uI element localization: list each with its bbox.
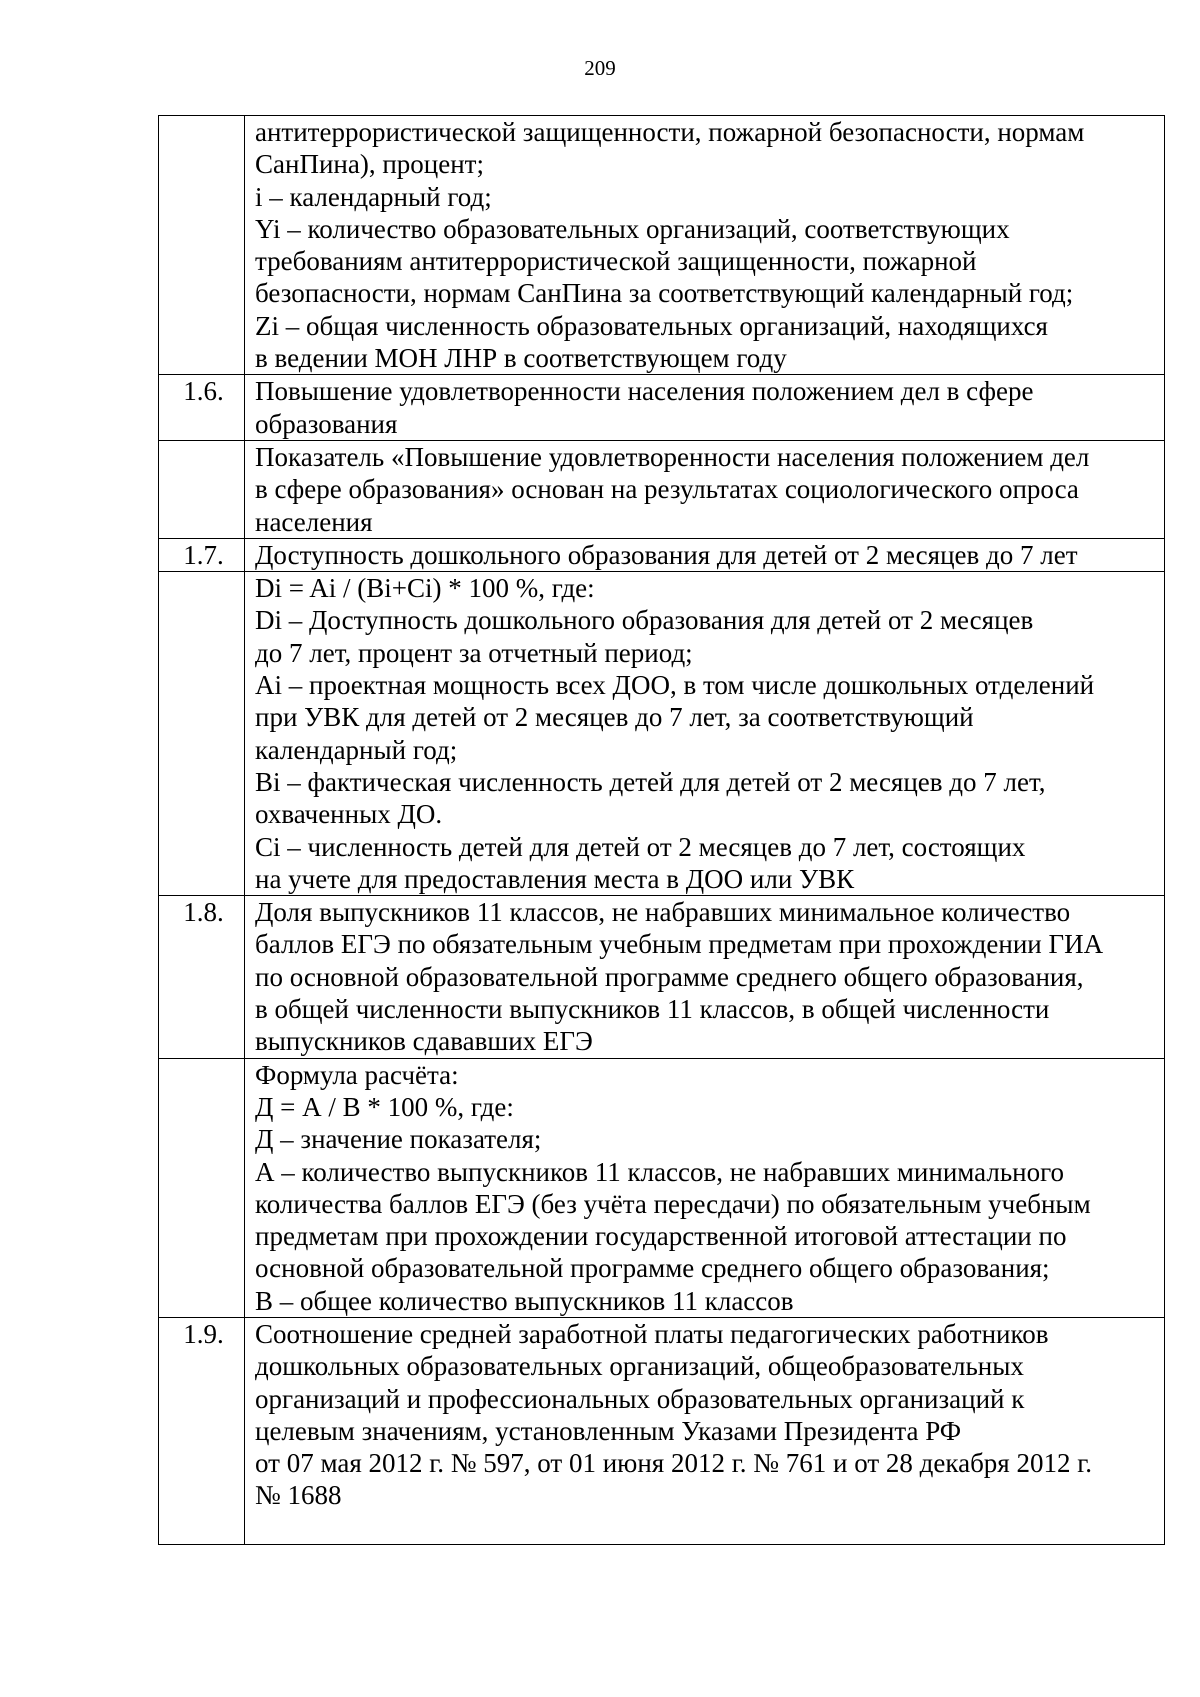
text-line: А – количество выпускников 11 классов, не набравших минимального [255,1156,1065,1187]
text-line: выпускников сдававших ЕГЭ [255,1026,593,1057]
text-line: Соотношение средней заработной платы педагогических работников [255,1318,1049,1349]
text-line: дошкольных образовательных организаций, общеобразовательных [255,1351,1024,1382]
text-line: населения [255,506,373,537]
row-text-cell [245,896,1165,1058]
text-line: Bi – фактическая численность детей для детей от 2 месяцев до 7 лет, [255,766,1046,797]
text-line: Zi – общая численность образовательных организаций, находящихся [255,310,1048,341]
text-line: календарный год; [255,734,458,765]
row-number-cell: 1.7. [159,538,245,571]
text-line: целевым значениям, установленным Указами Президента РФ [255,1415,962,1446]
text-line: СанПина), процент; [255,149,484,180]
row-text-cell [245,572,1165,896]
table-row [159,896,1165,1058]
text-line: на учете для предоставления места в ДОО или УВК [255,863,855,894]
row-text-cell [245,116,1165,375]
row-number-cell: 1.8. [159,896,245,1058]
text-line: в ведении МОН ЛНР в соответствующем году [255,343,787,374]
text-line: Ai – проектная мощность всех ДОО, в том числе дошкольных отделений [255,670,1095,701]
table-row [159,1058,1165,1317]
row-number-cell [159,572,245,896]
text-line: Д – значение показателя; [255,1124,542,1155]
row-number-cell [159,116,245,375]
row-number-cell: 1.6. [159,375,245,441]
text-line: Di = Ai / (Bi+Ci) * 100 %, где: [255,573,595,604]
text-line: безопасности, нормам СанПина за соответствующий календарный год; [255,278,1074,309]
indicator-table [158,115,1165,1545]
table-row [159,375,1165,441]
text-line: Доля выпускников 11 классов, не набравших минимальное количество [255,897,1071,928]
text-line: при УВК для детей от 2 месяцев до 7 лет, за соответствующий [255,702,974,733]
table-row [159,440,1165,538]
row-text-cell [245,375,1165,441]
text-line: охваченных ДО. [255,799,443,830]
text-line: до 7 лет, процент за отчетный период; [255,637,693,668]
text-line: № 1688 [255,1480,342,1511]
text-line: Di – Доступность дошкольного образования для детей от 2 месяцев [255,605,1034,636]
row-text-cell [245,1058,1165,1317]
text-line: от 07 мая 2012 г. № 597, от 01 июня 2012 г. № 761 и от 28 декабря 2012 г. [255,1448,1092,1479]
text-line: организаций и профессиональных образовательных организаций к [255,1383,1025,1414]
page-number: 209 [584,56,616,80]
text-line: в сфере образования» основан на результатах социологического опроса [255,474,1079,505]
row-number-cell: 1.9. [159,1317,245,1544]
table-row [159,1317,1165,1544]
text-line: баллов ЕГЭ по обязательным учебным предметам при прохождении ГИА [255,929,1104,960]
table-row [159,572,1165,896]
table-row [159,538,1165,571]
row-text-cell [245,538,1165,571]
text-line: основной образовательной программе среднего общего образования; [255,1253,1050,1284]
text-line: Yi – количество образовательных организаций, соответствующих [255,213,1010,244]
row-number-cell [159,440,245,538]
text-line: антитеррористической защищенности, пожарной безопасности, нормам [255,117,1085,147]
row-text-cell [245,440,1165,538]
text-line: по основной образовательной программе среднего общего образования, [255,961,1084,992]
table-row [159,116,1165,375]
text-line: требованиям антитеррористической защищенности, пожарной [255,246,977,277]
text-line: В – общее количество выпускников 11 классов [255,1285,794,1316]
row-number-cell [159,1058,245,1317]
text-line: Доступность дошкольного образования для детей от 2 месяцев до 7 лет [255,539,1078,570]
text-line: образования [255,408,398,439]
text-line: предметам при прохождении государственной итоговой аттестации по [255,1221,1067,1252]
text-line: Формула расчёта: [255,1059,459,1090]
text-line: Повышение удовлетворенности населения положением дел в сфере [255,376,1034,407]
text-line: количества баллов ЕГЭ (без учёта пересдачи) по обязательным учебным [255,1188,1091,1219]
text-line: в общей численности выпускников 11 классов, в общей численности [255,994,1050,1025]
text-line: Ci – численность детей для детей от 2 месяцев до 7 лет, состоящих [255,831,1026,862]
row-text-cell [245,1317,1165,1544]
text-line: Показатель «Повышение удовлетворенности населения положением дел [255,441,1090,472]
text-line: i – календарный год; [255,181,492,212]
text-line: Д = А / В * 100 %, где: [255,1091,514,1122]
